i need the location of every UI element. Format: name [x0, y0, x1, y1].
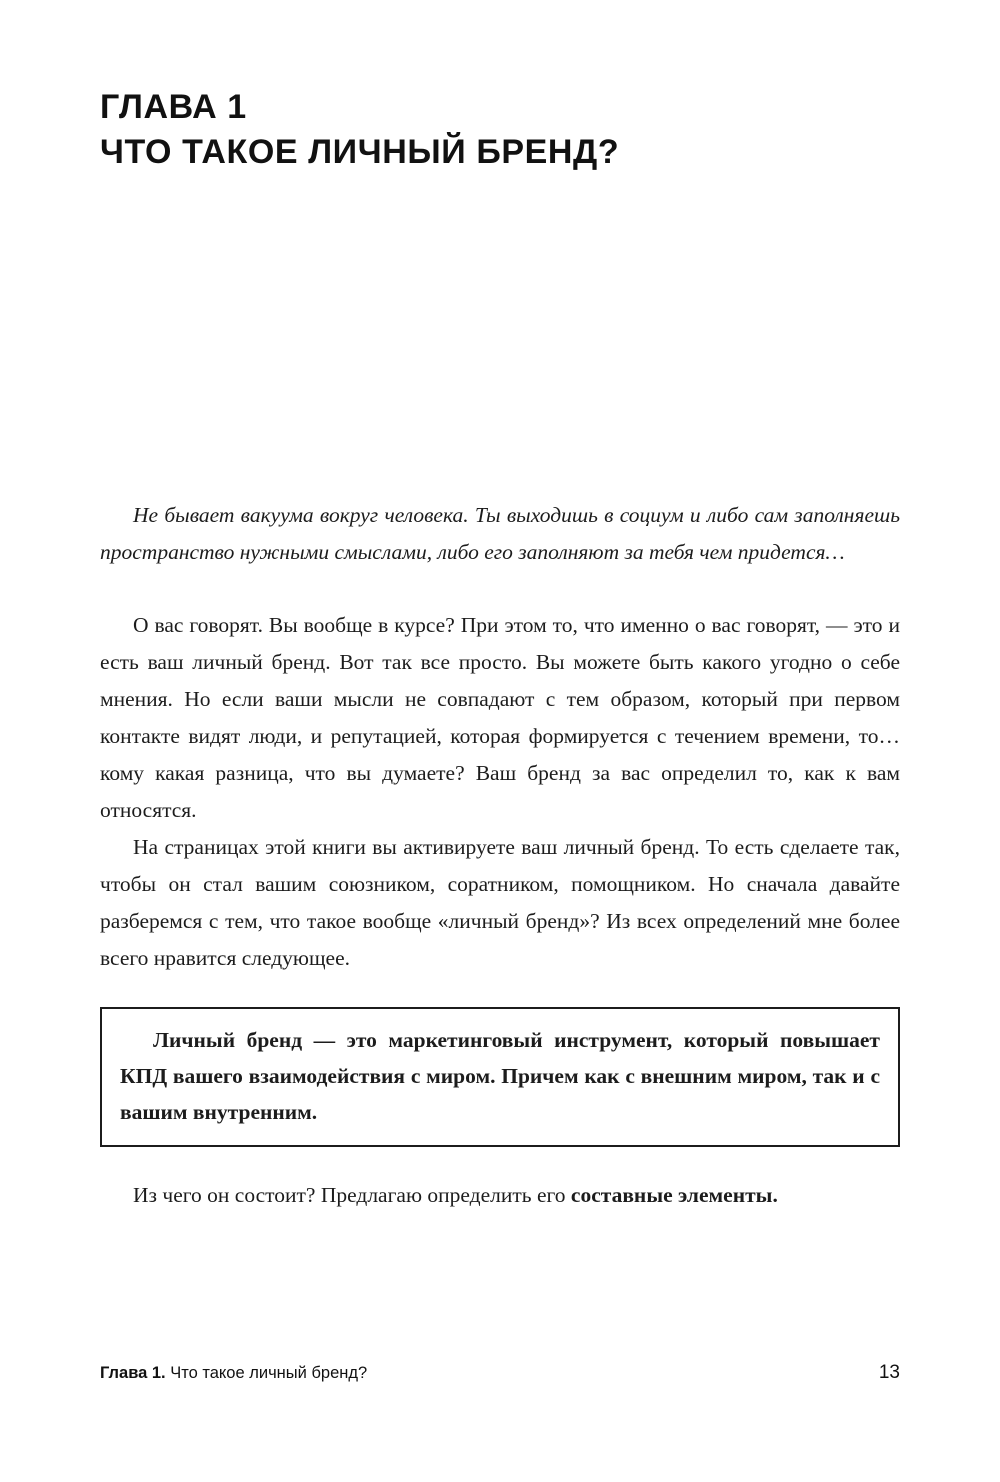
definition-callout: Личный бренд — это маркетинговый инструмент, который повышает КПД вашего взаимодействия с миром. Причем как с внешним миром, так и с вашим внутренним. — [100, 1007, 900, 1147]
running-title-chapter: Глава 1. — [100, 1364, 166, 1382]
chapter-title: ЧТО ТАКОЕ ЛИЧНЫЙ БРЕНД? — [100, 132, 620, 171]
paragraph-1: О вас говорят. Вы вообще в курсе? При этом то, что именно о вас говорят, — это и есть ваш личный бренд. Вот так все просто. Вы можете быть какого угодно о себе мнения. Но если ваши мысли не совпадают с тем образом, который при первом контакте видят люди, и репутацией, которая формируется с течением времени, то… кому какая разница, что вы думаете? Ваш бренд за вас определил то, как к вам относятся. — [100, 612, 900, 822]
page-footer — [100, 1362, 900, 1384]
closing-text-bold: составные элементы. — [570, 1182, 778, 1207]
paragraph-2: На страницах этой книги вы активируете ваш личный бренд. То есть сделаете так, чтобы он стал вашим союзником, соратником, помощником. Но сначала давайте разберемся с тем, что такое вообще «личный бренд»? Из всех определений мне более всего нравится следующее. — [100, 834, 900, 970]
page-number: 13 — [878, 1362, 900, 1383]
chapter-heading — [100, 85, 900, 175]
chapter-label: ГЛАВА 1 — [100, 88, 247, 126]
running-title — [100, 1364, 367, 1383]
running-title-text: Что такое личный бренд? — [165, 1364, 368, 1382]
closing-text-normal: Из чего он состоит? Предлагаю определить его — [133, 1182, 571, 1207]
epigraph: Не бывает вакуума вокруг человека. Ты выходишь в социум и либо сам заполняешь пространство нужными смыслами, либо его заполняют за тебя чем придется… — [100, 502, 900, 564]
body-text — [100, 607, 900, 977]
closing-paragraph — [100, 1177, 900, 1214]
